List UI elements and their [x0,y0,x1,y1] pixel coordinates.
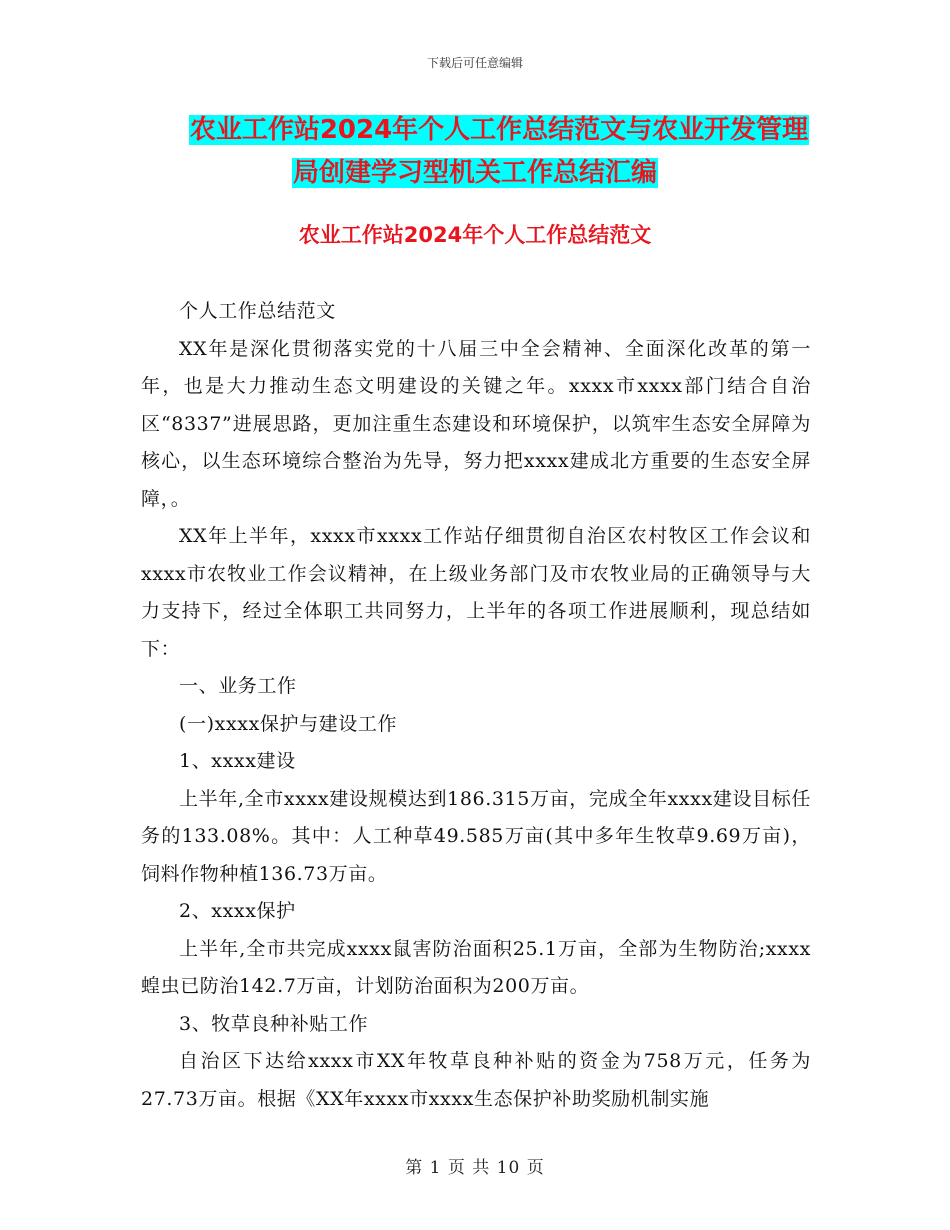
section-title: 农业工作站2024年个人工作总结范文 [298,223,652,247]
paragraph: 上半年,全市xxxx建设规模达到186.315万亩，完成全年xxxx建设目标任务的133.08%。其中：人工种草49.585万亩(其中多年生牧草9.69万亩)，饲料作物种植136.73万亩。 [141,787,811,885]
document-body [141,293,811,1118]
paragraph-heading: 一、业务工作 [179,675,297,697]
paragraph-heading: 个人工作总结范文 [179,300,336,322]
paragraph-heading: 3、牧草良种补贴工作 [179,1012,369,1035]
paragraph-heading: 1、xxxx建设 [179,750,296,772]
document-title-line-2 [0,155,950,191]
document-title-line-1 [24,112,950,148]
paragraph: XX年是深化贯彻落实党的十八届三中全会精神、全面深化改革的第一年，也是大力推动生态文明建设的关键之年。xxxx市xxxx部门结合自治区“8337”进展思路，更加注重生态建设和环境保护，以筑牢生态安全屏障为核心，以生态环境综合整治为先导，努力把xxxx建成北方重要的生态安全屏障，。 [141,337,811,510]
paragraph: 上半年,全市共完成xxxx鼠害防治面积25.1万亩，全部为生物防治;xxxx蝗虫已防治142.7万亩，计划防治面积为200万亩。 [141,937,811,997]
document-title-text-2: 局创建学习型机关工作总结汇编 [292,158,657,188]
paragraph: XX年上半年，xxxx市xxxx工作站仔细贯彻自治区农村牧区工作会议和xxxx市农牧业工作会议精神，在上级业务部门及市农牧业局的正确领导与大力支持下，经过全体职工共同努力，上半年的各项工作进展顺利，现总结如下： [141,525,811,660]
document-title-text-1: 农业工作站2024年个人工作总结范文与农业开发管理 [189,115,809,145]
paragraph-heading: 2、xxxx保护 [179,900,296,922]
paragraph: 自治区下达给xxxx市XX年牧草良种补贴的资金为758万元，任务为27.73万亩。根据《XX年xxxx市xxxx生态保护补助奖励机制实施 [141,1050,811,1110]
paragraph-heading: (一)xxxx保护与建设工作 [179,712,398,735]
page-footer: 第 1 页 共 10 页 [405,1158,545,1178]
header-note: 下载后可任意编辑 [426,56,523,70]
